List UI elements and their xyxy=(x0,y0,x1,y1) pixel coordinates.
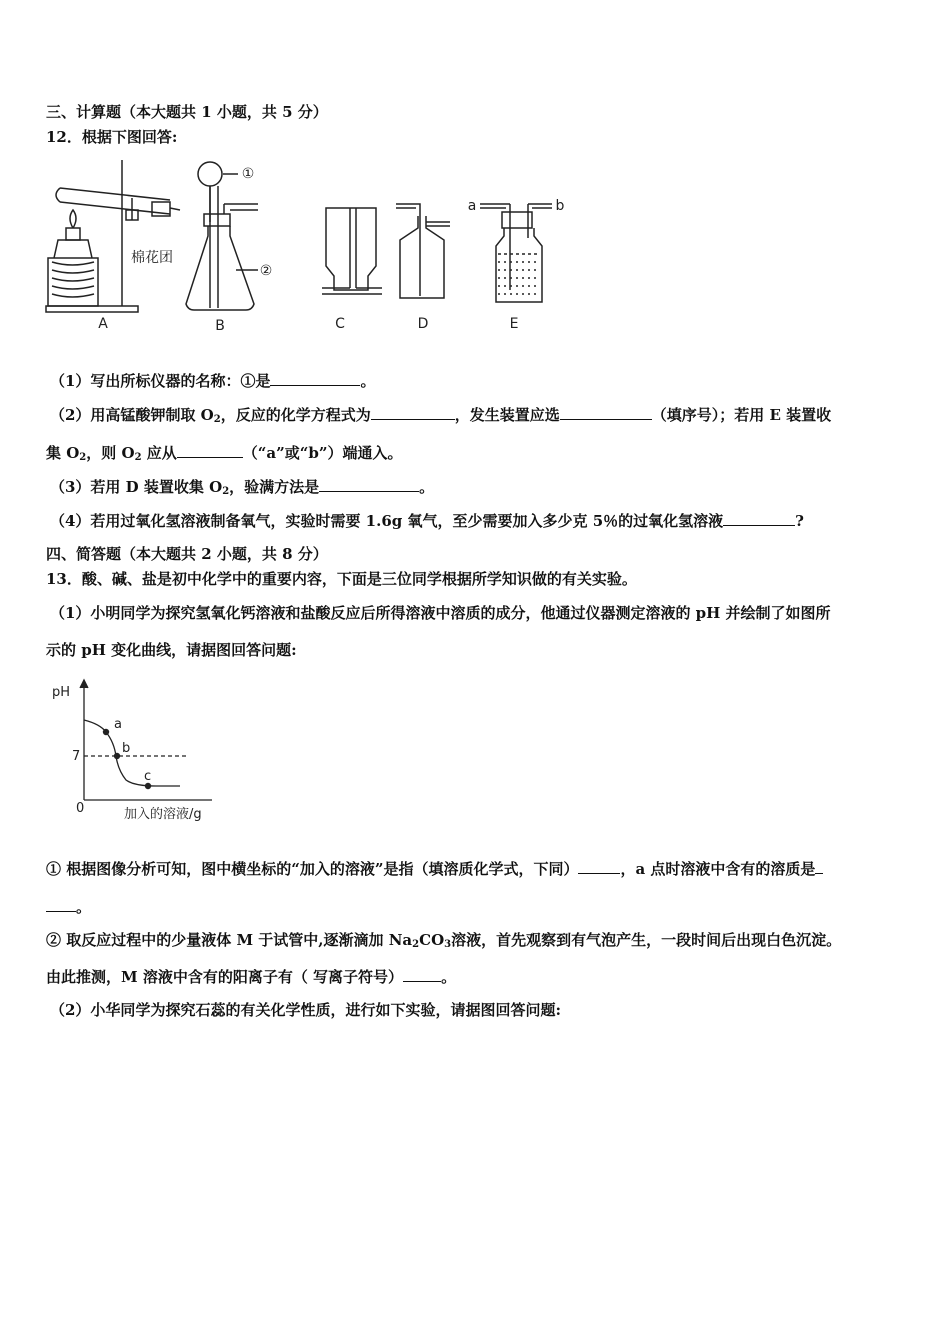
answer-blank[interactable] xyxy=(560,404,652,420)
y-axis-label: pH xyxy=(52,685,71,700)
port-b-label: b xyxy=(555,198,565,214)
answer-blank[interactable] xyxy=(578,858,620,874)
answer-blank[interactable] xyxy=(815,858,823,874)
q13-part-2: （2）小华同学为探究石蕊的有关化学性质，进行如下实验，请据图回答问题: xyxy=(50,1001,561,1019)
answer-blank[interactable] xyxy=(403,966,441,982)
q12-part-2-cont: 集 $O_2$，则 $O_2$ 应从 （“a”或“b”）端通入。 xyxy=(46,444,403,463)
x-axis-label: 加入的溶液/g xyxy=(124,807,202,822)
answer-blank[interactable] xyxy=(371,404,455,420)
answer-blank[interactable] xyxy=(46,896,76,912)
section-4-title: 四、简答题（本大题共 2 小题，共 8 分） xyxy=(46,545,328,563)
cotton-label: 棉花团 xyxy=(131,250,173,266)
question-12-stem: 12．根据下图回答: xyxy=(46,128,178,146)
q12-part-4: （4）若用过氧化氢溶液制备氧气，实验时需要 1.6g 氧气，至少需要加入多少克 5％的过氧化氢溶液 ? xyxy=(50,512,804,530)
section-3-title: 三、计算题（本大题共 1 小题，共 5 分） xyxy=(46,103,328,121)
origin-label: 0 xyxy=(76,801,85,816)
q13-sub-1-line-2: 。 xyxy=(46,896,91,917)
q12-part-1: （1）写出所标仪器的名称：①是 。 xyxy=(50,372,376,390)
ph-curve-figure xyxy=(40,676,240,826)
point-b-label: b xyxy=(122,741,131,756)
apparatus-label-e: E xyxy=(509,316,519,332)
point-c-label: c xyxy=(144,769,152,784)
q12-part-3: （3）若用 D 装置收集 $O_2$，验满方法是 。 xyxy=(50,478,435,497)
answer-blank[interactable] xyxy=(723,510,795,526)
answer-blank[interactable] xyxy=(319,476,419,492)
question-13-stem: 13．酸、碱、盐是初中化学中的重要内容，下面是三位同学根据所学知识做的有关实验。 xyxy=(46,570,637,588)
q12-part-2: （2）用高锰酸钾制取 $O_2$，反应的化学方程式为 ，发生装置应选 （填序号）；若用 E 装置收 xyxy=(50,406,832,425)
q13-part-1-line-2: 示的 pH 变化曲线，请据图回答问题: xyxy=(46,641,297,659)
tick-7-label: 7 xyxy=(72,749,81,764)
apparatus-label-d: D xyxy=(417,316,429,332)
thistle-funnel-marker: ① xyxy=(241,166,255,182)
apparatus-label-c: C xyxy=(335,316,345,332)
q13-sub-2-line-2: 由此推测，M 溶液中含有的阳离子有（ 写离子符号） 。 xyxy=(46,968,457,986)
flask-marker: ② xyxy=(259,263,273,279)
point-b-marker xyxy=(114,753,120,759)
port-a-label: a xyxy=(467,198,477,214)
apparatus-figure xyxy=(40,158,600,338)
apparatus-label-b: B xyxy=(215,318,225,334)
q13-sub-1-line-1: ① 根据图像分析可知，图中横坐标的“加入的溶液”是指（填溶质化学式，下同） ，a 点时溶液中含有的溶质是 xyxy=(46,858,823,879)
apparatus-label-a: A xyxy=(98,316,108,332)
q13-part-1-line-1: （1）小明同学为探究氢氧化钙溶液和盐酸反应后所得溶液中溶质的成分，他通过仪器测定溶液的 pH 并绘制了如图所 xyxy=(50,604,831,622)
point-a-marker xyxy=(103,729,109,735)
answer-blank[interactable] xyxy=(270,370,360,386)
q13-sub-2-line-1: ② 取反应过程中的少量液体 M 于试管中,逐渐滴加 $Na_2CO_3$溶液，首先观察到有气泡产生，一段时间后出现白色沉淀。 xyxy=(46,931,842,950)
answer-blank[interactable] xyxy=(177,442,243,458)
point-a-label: a xyxy=(114,717,122,732)
